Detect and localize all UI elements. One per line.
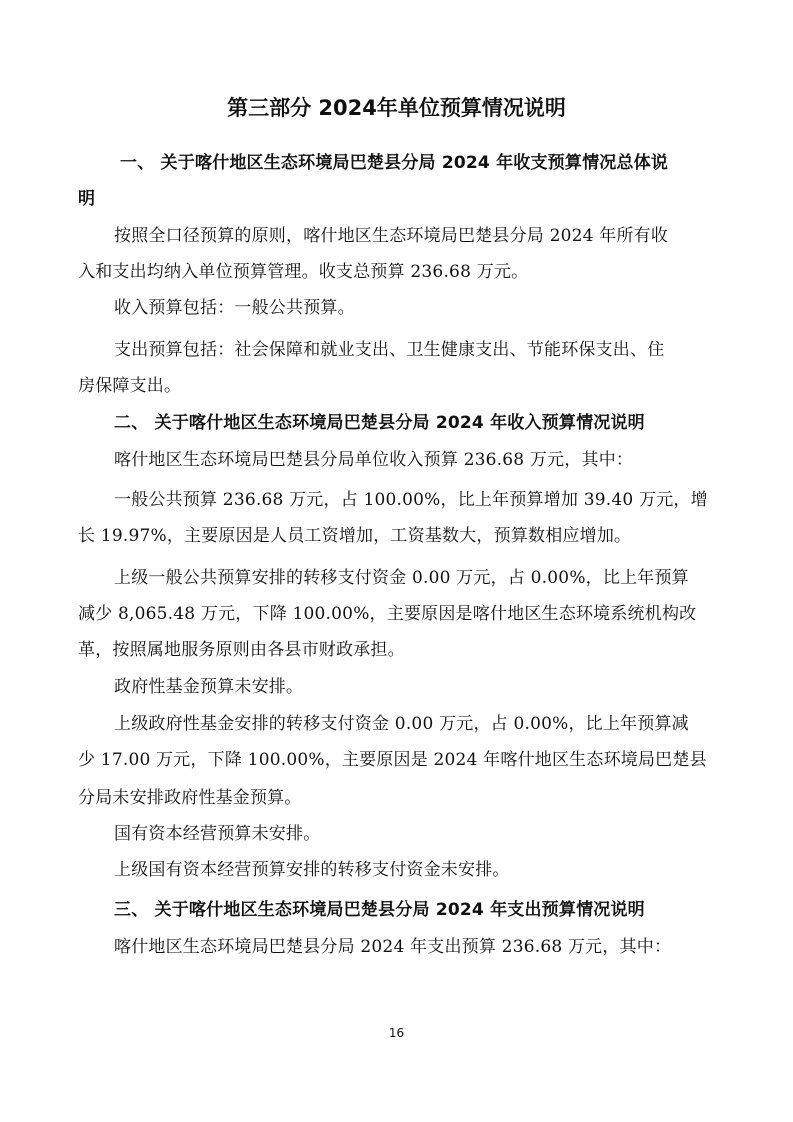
paragraph-line: 国有资本经营预算未安排。 — [114, 824, 321, 844]
section-2-heading: 二、 关于喀什地区生态环境局巴楚县分局 2024 年收入预算情况说明 — [114, 413, 645, 433]
paragraph-line: 收入预算包括：一般公共预算。 — [114, 298, 355, 318]
paragraph-line: 按照全口径预算的原则，喀什地区生态环境局巴楚县分局 2024 年所有收 — [114, 226, 669, 246]
paragraph-line: 上级国有资本经营预算安排的转移支付资金未安排。 — [114, 860, 510, 880]
paragraph-line: 房保障支出。 — [78, 376, 182, 396]
paragraph-line: 上级一般公共预算安排的转移支付资金 0.00 万元，占 0.00%，比上年预算 — [114, 568, 689, 588]
section-3-heading: 三、 关于喀什地区生态环境局巴楚县分局 2024 年支出预算情况说明 — [114, 900, 645, 920]
paragraph-line: 喀什地区生态环境局巴楚县分局 2024 年支出预算 236.68 万元，其中： — [114, 937, 672, 957]
paragraph-line: 一般公共预算 236.68 万元，占 100.00%，比上年预算增加 39.40 万元，增 — [114, 490, 708, 510]
paragraph-line: 革，按照属地服务原则由各县市财政承担。 — [78, 640, 405, 660]
paragraph-line: 减少 8,065.48 万元，下降 100.00%，主要原因是喀什地区生态环境系统机构改 — [78, 604, 697, 624]
paragraph-line: 分局未安排政府性基金预算。 — [78, 788, 302, 808]
section-1-heading: 一、 关于喀什地区生态环境局巴楚县分局 2024 年收支预算情况总体说 — [120, 153, 669, 173]
paragraph-line: 喀什地区生态环境局巴楚县分局单位收入预算 236.68 万元，其中： — [114, 450, 634, 470]
page-number: 16 — [388, 1026, 405, 1040]
paragraph-line: 上级政府性基金安排的转移支付资金 0.00 万元，占 0.00%，比上年预算减 — [114, 714, 689, 734]
paragraph-line: 支出预算包括：社会保障和就业支出、卫生健康支出、节能环保支出、住 — [114, 340, 665, 360]
paragraph-line: 政府性基金预算未安排。 — [114, 677, 304, 697]
section-1-heading-cont: 明 — [78, 189, 96, 209]
page-title: 第三部分 2024年单位预算情况说明 — [227, 96, 566, 120]
paragraph-line: 入和支出均纳入单位预算管理。收支总预算 236.68 万元。 — [78, 262, 529, 282]
paragraph-line: 长 19.97%，主要原因是人员工资增加，工资基数大，预算数相应增加。 — [78, 526, 632, 546]
paragraph-line: 少 17.00 万元，下降 100.00%，主要原因是 2024 年喀什地区生态环境局巴楚县 — [78, 750, 707, 770]
